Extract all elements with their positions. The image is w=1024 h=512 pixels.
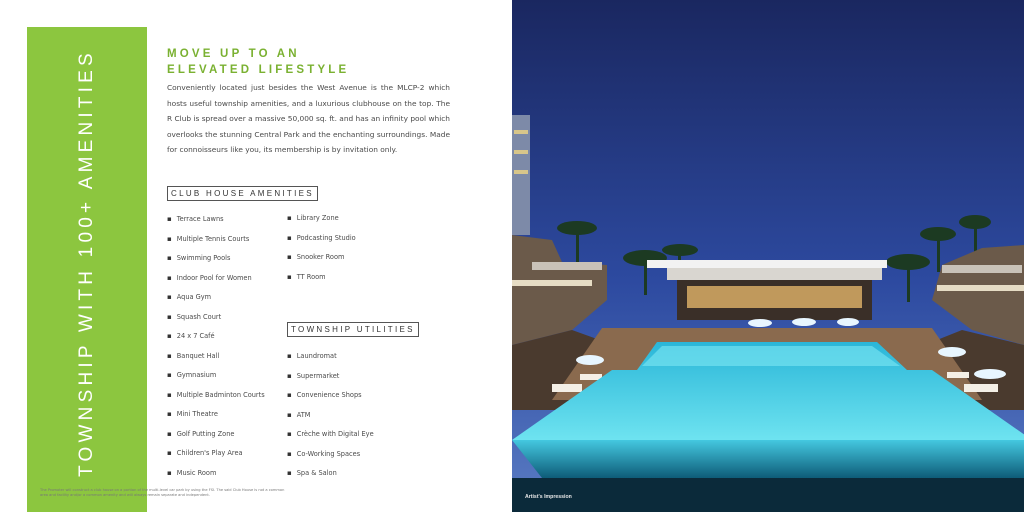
list-item: ▪ Aqua Gym: [167, 293, 265, 313]
list-item: ▪ Music Room: [167, 469, 265, 489]
list-item: ▪ Supermarket: [287, 372, 374, 392]
list-item: ▪ Banquet Hall: [167, 352, 265, 372]
club-house-title: CLUB HOUSE AMENITIES: [167, 186, 318, 201]
list-item: ▪ TT Room: [287, 273, 356, 293]
section-heading: [167, 46, 349, 78]
disclaimer-footnote: The Promoter will construct a club house on a portion of the multi-level car park by using the FSI. The said Club House is not a common area and facility and/or a common amenity and will always remain separate and independent.: [40, 488, 285, 498]
club-house-list-col1: [167, 215, 265, 488]
list-item: ▪ Squash Court: [167, 313, 265, 333]
list-item: ▪ Indoor Pool for Women: [167, 274, 265, 294]
list-item: ▪ Multiple Badminton Courts: [167, 391, 265, 411]
heading-line-2: ELEVATED LIFESTYLE: [167, 64, 350, 76]
list-item: ▪ Co-Working Spaces: [287, 450, 374, 470]
list-item: ▪ Convenience Shops: [287, 391, 374, 411]
sidebar-title: TOWNSHIP WITH 100+ AMENITIES: [76, 49, 97, 477]
list-item: ▪ Terrace Lawns: [167, 215, 265, 235]
heading-line-1: MOVE UP TO AN: [167, 48, 300, 60]
list-item: ▪ Library Zone: [287, 214, 356, 234]
list-item: ▪ Snooker Room: [287, 253, 356, 273]
list-item: ▪ Crèche with Digital Eye: [287, 430, 374, 450]
township-utilities-title: TOWNSHIP UTILITIES: [287, 322, 419, 337]
list-item: ▪ ATM: [287, 411, 374, 431]
township-utilities-list: [287, 352, 374, 489]
list-item: ▪ Podcasting Studio: [287, 234, 356, 254]
description-paragraph: Conveniently located just besides the West Avenue is the MLCP-2 which hosts useful township amenities, and a luxurious clubhouse on the top. The R Club is spread over a massive 50,000 sq. ft. and has an infinity pool which overlooks the stunning Central Park and the enchanting surroundings. Made for connoisseurs like you, its membership is by invitation only.: [167, 83, 450, 155]
list-item: ▪ Mini Theatre: [167, 410, 265, 430]
list-item: ▪ Spa & Salon: [287, 469, 374, 489]
list-item: ▪ Laundromat: [287, 352, 374, 372]
pool-render-image: [512, 0, 1024, 512]
list-item: ▪ Multiple Tennis Courts: [167, 235, 265, 255]
list-item: ▪ Gymnasium: [167, 371, 265, 391]
list-item: ▪ Children's Play Area: [167, 449, 265, 469]
list-item: ▪ Swimming Pools: [167, 254, 265, 274]
list-item: ▪ 24 x 7 Café: [167, 332, 265, 352]
list-item: ▪ Golf Putting Zone: [167, 430, 265, 450]
artist-impression-caption: Artist's Impression: [525, 494, 572, 500]
club-house-list-col2: [287, 214, 356, 292]
